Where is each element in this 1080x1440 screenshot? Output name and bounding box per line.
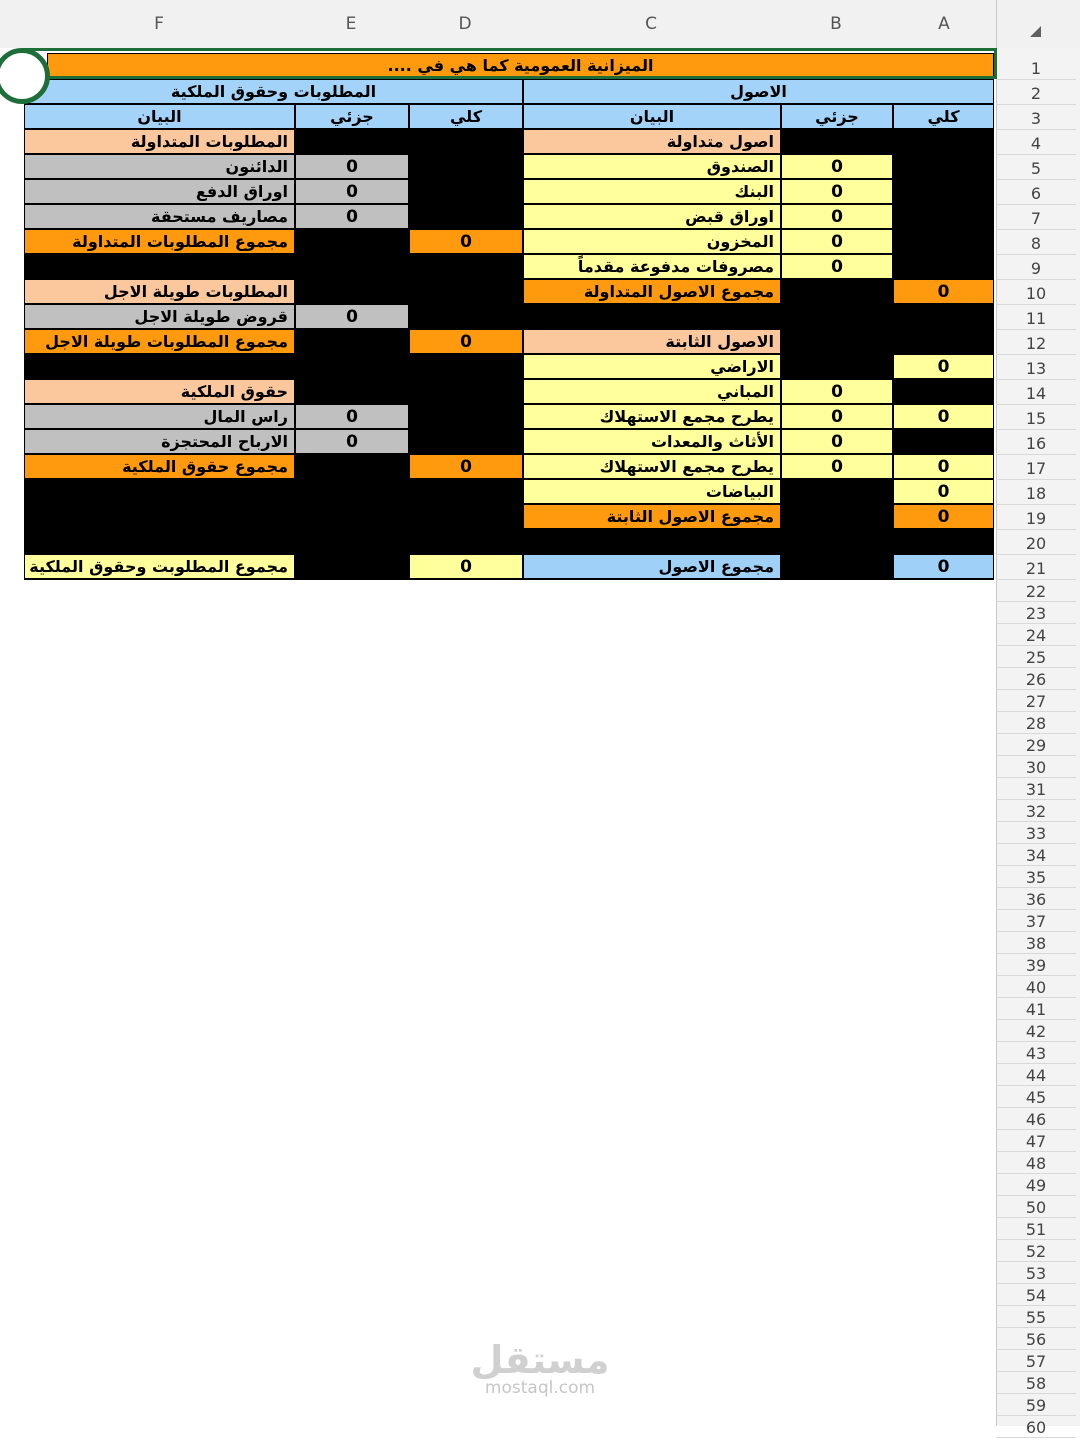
less-depreciation2-total[interactable]: 0: [893, 454, 994, 479]
total-fixed-assets-label[interactable]: مجموع الاصول الثابتة: [523, 504, 781, 529]
total-liabilities-equity-value[interactable]: 0: [409, 554, 523, 579]
row-header[interactable]: 28: [996, 712, 1076, 734]
blank-forms-value[interactable]: 0: [893, 479, 994, 504]
less-depreciation-label[interactable]: يطرح مجمع الاستهلاك: [523, 404, 781, 429]
row-header[interactable]: 56: [996, 1328, 1076, 1350]
prepaid-expenses-value[interactable]: 0: [781, 254, 893, 279]
total-fixed-assets-value[interactable]: 0: [893, 504, 994, 529]
row-header[interactable]: 12: [996, 330, 1076, 355]
row-header[interactable]: 24: [996, 624, 1076, 646]
less-depreciation2-partial[interactable]: 0: [781, 454, 893, 479]
watermark-arabic: مستقل: [470, 1338, 610, 1382]
row-header[interactable]: 43: [996, 1042, 1076, 1064]
row-header[interactable]: 35: [996, 866, 1076, 888]
row-header[interactable]: 21: [996, 555, 1076, 580]
row-header[interactable]: 15: [996, 405, 1076, 430]
select-all-triangle-icon: [1030, 26, 1041, 37]
blank-forms-label[interactable]: البياضات: [523, 479, 781, 504]
total-equity-label[interactable]: مجموع حقوق الملكية: [24, 454, 295, 479]
column-header-a[interactable]: A: [938, 14, 950, 34]
row-header[interactable]: 11: [996, 305, 1076, 330]
row-header[interactable]: 1: [996, 55, 1076, 80]
row-header[interactable]: 49: [996, 1174, 1076, 1196]
less-depreciation2-label[interactable]: يطرح مجمع الاستهلاك: [523, 454, 781, 479]
row-header[interactable]: 36: [996, 888, 1076, 910]
total-long-term-liabilities-value[interactable]: 0: [409, 329, 523, 354]
assets-section-header[interactable]: الاصول: [523, 79, 994, 104]
column-header-f[interactable]: F: [154, 14, 164, 34]
accrued-expenses-label[interactable]: مصاريف مستحقة: [24, 204, 295, 229]
row-header[interactable]: 40: [996, 976, 1076, 998]
less-depreciation-partial[interactable]: 0: [781, 404, 893, 429]
total-current-liabilities-label[interactable]: مجموع المطلوبات المتداولة: [24, 229, 295, 254]
assets-total-header[interactable]: كلي: [893, 104, 994, 129]
row-header[interactable]: 13: [996, 355, 1076, 380]
notes-receivable-value[interactable]: 0: [781, 204, 893, 229]
watermark-latin: mostaql.com: [484, 1378, 596, 1398]
column-header-d[interactable]: D: [458, 14, 472, 34]
row-header[interactable]: 7: [996, 205, 1076, 230]
retained-earnings-value[interactable]: 0: [295, 429, 409, 454]
row-header[interactable]: 45: [996, 1086, 1076, 1108]
furniture-value[interactable]: 0: [781, 429, 893, 454]
row-header[interactable]: 51: [996, 1218, 1076, 1240]
row-header[interactable]: 33: [996, 822, 1076, 844]
bank-label[interactable]: البنك: [523, 179, 781, 204]
notes-payable-label[interactable]: اوراق الدفع: [24, 179, 295, 204]
row-header[interactable]: 23: [996, 602, 1076, 624]
row-header[interactable]: 16: [996, 430, 1076, 455]
prepaid-expenses-label[interactable]: مصروفات مدفوعة مقدماً: [523, 254, 781, 279]
liabilities-desc-header[interactable]: البيان: [24, 104, 295, 129]
row-header[interactable]: 22: [996, 580, 1076, 602]
long-term-loans-value[interactable]: 0: [295, 304, 409, 329]
less-depreciation-total[interactable]: 0: [893, 404, 994, 429]
row-header[interactable]: 27: [996, 690, 1076, 712]
total-current-assets-value[interactable]: 0: [893, 279, 994, 304]
row-header[interactable]: 54: [996, 1284, 1076, 1306]
liabilities-total-header[interactable]: كلي: [409, 104, 523, 129]
row-header[interactable]: 47: [996, 1130, 1076, 1152]
column-header-b[interactable]: B: [830, 14, 842, 34]
row-header[interactable]: 30: [996, 756, 1076, 778]
row-header[interactable]: 37: [996, 910, 1076, 932]
buildings-label[interactable]: المباني: [523, 379, 781, 404]
row-header[interactable]: 29: [996, 734, 1076, 756]
inventory-value[interactable]: 0: [781, 229, 893, 254]
equity-title[interactable]: حقوق الملكية: [24, 379, 295, 404]
notes-payable-value[interactable]: 0: [295, 179, 409, 204]
current-liabilities-title[interactable]: المطلوبات المتداولة: [24, 129, 295, 154]
row-header[interactable]: 52: [996, 1240, 1076, 1262]
total-long-term-liabilities-label[interactable]: مجموع المطلوبات طويلة الاجل: [24, 329, 295, 354]
row-header[interactable]: 59: [996, 1394, 1076, 1416]
retained-earnings-label[interactable]: الارباح المحتجزة: [24, 429, 295, 454]
row-header[interactable]: 44: [996, 1064, 1076, 1086]
row-header[interactable]: 10: [996, 280, 1076, 305]
capital-value[interactable]: 0: [295, 404, 409, 429]
row-header[interactable]: 2: [996, 80, 1076, 105]
column-header-c[interactable]: C: [645, 14, 657, 34]
row-header[interactable]: 14: [996, 380, 1076, 405]
inventory-label[interactable]: المخزون: [523, 229, 781, 254]
row-header[interactable]: 60: [996, 1416, 1076, 1438]
land-value[interactable]: 0: [893, 354, 994, 379]
row-header[interactable]: 42: [996, 1020, 1076, 1042]
row-header[interactable]: 20: [996, 530, 1076, 555]
row-header[interactable]: 58: [996, 1372, 1076, 1394]
fixed-assets-title[interactable]: الاصول الثابتة: [523, 329, 781, 354]
total-equity-value[interactable]: 0: [409, 454, 523, 479]
row-header[interactable]: 4: [996, 130, 1076, 155]
row-header[interactable]: 50: [996, 1196, 1076, 1218]
assets-desc-header[interactable]: البيان: [523, 104, 781, 129]
row-header[interactable]: 5: [996, 155, 1076, 180]
notes-receivable-label[interactable]: اوراق قبض: [523, 204, 781, 229]
row-header[interactable]: 32: [996, 800, 1076, 822]
liabilities-section-header[interactable]: المطلوبات وحقوق الملكية: [24, 79, 523, 104]
furniture-label[interactable]: الأثاث والمعدات: [523, 429, 781, 454]
current-assets-title[interactable]: اصول متداولة: [523, 129, 781, 154]
row-header[interactable]: 3: [996, 105, 1076, 130]
row-header[interactable]: 25: [996, 646, 1076, 668]
row-header[interactable]: 57: [996, 1350, 1076, 1372]
long-term-liabilities-title[interactable]: المطلوبات طويلة الاجل: [24, 279, 295, 304]
row-header[interactable]: 48: [996, 1152, 1076, 1174]
total-assets-label[interactable]: مجموع الاصول: [523, 554, 781, 579]
cash-box-value[interactable]: 0: [781, 154, 893, 179]
total-current-assets-label[interactable]: مجموع الاصول المتداولة: [523, 279, 781, 304]
row-header[interactable]: 6: [996, 180, 1076, 205]
total-liabilities-equity-label[interactable]: مجموع المطلوبت وحقوق الملكية: [24, 554, 295, 579]
cash-box-label[interactable]: الصندوق: [523, 154, 781, 179]
row-header[interactable]: 41: [996, 998, 1076, 1020]
row-header[interactable]: 17: [996, 455, 1076, 480]
row-header[interactable]: 19: [996, 505, 1076, 530]
row-header[interactable]: 31: [996, 778, 1076, 800]
land-label[interactable]: الاراضي: [523, 354, 781, 379]
buildings-value[interactable]: 0: [781, 379, 893, 404]
row-header[interactable]: 18: [996, 480, 1076, 505]
left-gutter: [0, 48, 23, 1426]
row-header[interactable]: 46: [996, 1108, 1076, 1130]
creditors-label[interactable]: الدائنون: [24, 154, 295, 179]
row-header[interactable]: 8: [996, 230, 1076, 255]
total-current-liabilities-value[interactable]: 0: [409, 229, 523, 254]
row-header[interactable]: 38: [996, 932, 1076, 954]
assets-partial-header[interactable]: جزئي: [781, 104, 893, 129]
liabilities-partial-header[interactable]: جزئي: [295, 104, 409, 129]
capital-label[interactable]: راس المال: [24, 404, 295, 429]
row-header[interactable]: 26: [996, 668, 1076, 690]
accrued-expenses-value[interactable]: 0: [295, 204, 409, 229]
sheet-title-cell[interactable]: الميزانية العمومية كما هي في ....: [47, 53, 994, 77]
row-header[interactable]: 55: [996, 1306, 1076, 1328]
column-header-e[interactable]: E: [345, 14, 357, 34]
row-header[interactable]: 9: [996, 255, 1076, 280]
bank-value[interactable]: 0: [781, 179, 893, 204]
row-header[interactable]: 34: [996, 844, 1076, 866]
row-header[interactable]: 39: [996, 954, 1076, 976]
select-all-corner[interactable]: [996, 0, 1080, 49]
long-term-loans-label[interactable]: قروض طويلة الاجل: [24, 304, 295, 329]
total-assets-value[interactable]: 0: [893, 554, 994, 579]
watermark-logo: [460, 1340, 620, 1410]
creditors-value[interactable]: 0: [295, 154, 409, 179]
row-header[interactable]: 53: [996, 1262, 1076, 1284]
